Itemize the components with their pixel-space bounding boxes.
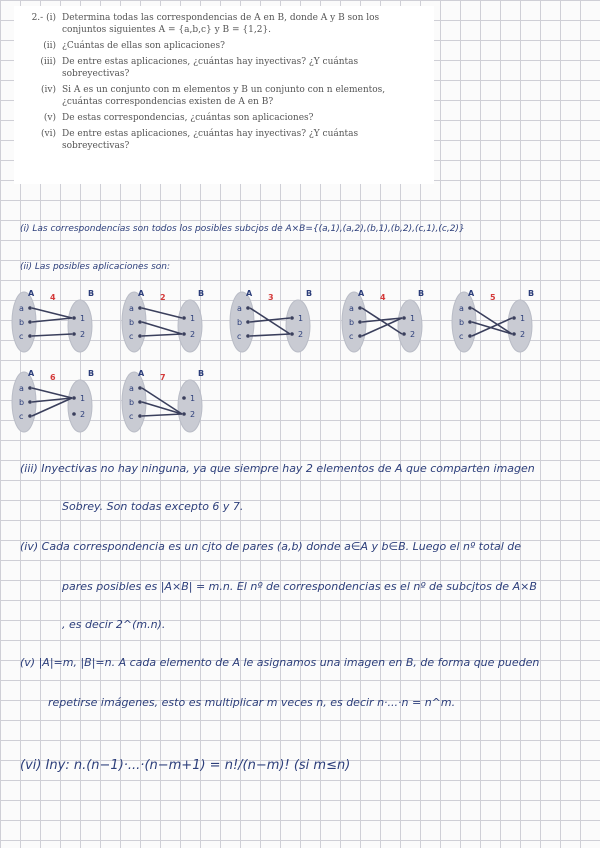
diagram-number: 6 xyxy=(50,373,56,382)
set-a-dot xyxy=(358,320,362,324)
set-b-element: 1 xyxy=(410,314,416,323)
set-a-label: A xyxy=(28,369,35,378)
diagram-number: 7 xyxy=(160,373,166,382)
set-a-label: A xyxy=(28,289,35,298)
mapping-arrow xyxy=(32,388,72,398)
set-a-dot xyxy=(358,334,362,338)
set-a-dot xyxy=(468,320,472,324)
set-a-dot xyxy=(28,386,32,390)
set-b-dot xyxy=(402,332,406,336)
diagram-number: 4 xyxy=(380,293,386,302)
set-b-oval xyxy=(68,300,92,352)
set-a-dot xyxy=(468,306,472,310)
set-b-element: 2 xyxy=(410,330,416,339)
set-a-dot xyxy=(28,400,32,404)
set-b-label: B xyxy=(88,369,95,378)
set-b-element: 1 xyxy=(80,394,86,403)
answer-iv-line-1: (iv) Cada correspondencia es un cjto de pares (a,b) donde a∈A y b∈B. Luego el nº total de xyxy=(20,540,522,553)
set-a-dot xyxy=(138,306,142,310)
problem-item-3 xyxy=(22,56,426,80)
printed-problem-statement xyxy=(14,6,434,184)
set-a-element: c xyxy=(19,412,24,421)
item-text: Si A es un conjunto con m elementos y B un conjunto con n elementos, ¿cuántas correspondencias existen de A en B? xyxy=(62,85,386,107)
answer-i: (i) Las correspondencias son todos los posibles subcjos de A×B={(a,1),(a,2),(b,1),(b,2),(c,1),(c,2)} xyxy=(20,224,465,234)
set-b-dot xyxy=(290,316,294,320)
set-a-label: A xyxy=(246,289,253,298)
set-b-oval xyxy=(398,300,422,352)
set-b-element: 2 xyxy=(80,330,86,339)
mapping-arrow xyxy=(142,402,182,414)
set-b-dot xyxy=(72,332,76,336)
set-a-element: a xyxy=(129,384,134,393)
problem-number: 2.- xyxy=(31,13,44,23)
set-a-dot xyxy=(468,334,472,338)
set-b-dot xyxy=(182,412,186,416)
set-b-dot xyxy=(72,396,76,400)
set-b-dot xyxy=(182,396,186,400)
mapping-arrow xyxy=(142,388,182,414)
set-a-dot xyxy=(138,400,142,404)
item-label: (ii) xyxy=(43,41,56,51)
answer-v-line-2: repetirse imágenes, esto es multiplicar m veces n, es decir n·...·n = n^m. xyxy=(48,696,456,709)
problem-item-4 xyxy=(22,84,426,108)
mapping-arrow xyxy=(142,308,182,318)
mapping-diagram xyxy=(122,289,204,352)
diagram-number: 3 xyxy=(268,293,274,302)
set-b-element: 2 xyxy=(80,410,86,419)
set-b-dot xyxy=(290,332,294,336)
set-b-oval xyxy=(286,300,310,352)
set-a-label: A xyxy=(468,289,475,298)
set-a-element: b xyxy=(19,398,25,407)
item-text: De entre estas aplicaciones, ¿cuántas hay inyectivas? ¿Y cuántas sobreyectivas? xyxy=(62,57,359,79)
answer-ii: (ii) Las posibles aplicaciones son: xyxy=(20,262,171,272)
item-label: (vi) xyxy=(41,129,56,139)
set-a-element: c xyxy=(459,332,464,341)
set-a-element: a xyxy=(349,304,354,313)
set-b-label: B xyxy=(88,289,95,298)
set-a-label: A xyxy=(138,369,145,378)
mapping-arrow xyxy=(32,318,72,322)
set-b-element: 2 xyxy=(190,330,196,339)
problem-item-5 xyxy=(22,112,426,124)
set-a-element: a xyxy=(19,384,24,393)
set-a-dot xyxy=(138,414,142,418)
mapping-arrow xyxy=(472,322,512,334)
mapping-arrow xyxy=(142,334,182,336)
set-a-element: c xyxy=(129,412,134,421)
set-a-element: a xyxy=(129,304,134,313)
mapping-arrow xyxy=(142,322,182,334)
mapping-diagrams xyxy=(0,282,600,442)
mapping-arrow xyxy=(32,308,72,318)
item-label: (iii) xyxy=(40,57,56,67)
mapping-diagram xyxy=(122,369,204,432)
set-a-dot xyxy=(28,414,32,418)
set-a-element: b xyxy=(19,318,25,327)
mapping-diagram xyxy=(452,289,534,352)
set-a-element: c xyxy=(19,332,24,341)
set-a-element: a xyxy=(19,304,24,313)
set-a-label: A xyxy=(358,289,365,298)
item-text: De entre estas aplicaciones, ¿cuántas hay inyectivas? ¿Y cuántas sobreyectivas? xyxy=(62,129,359,151)
set-a-element: a xyxy=(237,304,242,313)
answer-v-line-1: (v) |A|=m, |B|=n. A cada elemento de A le asignamos una imagen en B, de forma que pueden xyxy=(20,656,540,669)
answer-iv-line-3: , es decir 2^(m.n). xyxy=(62,618,166,631)
set-b-element: 1 xyxy=(190,314,196,323)
set-a-element: c xyxy=(237,332,242,341)
mapping-diagram xyxy=(12,289,94,352)
set-a-dot xyxy=(28,306,32,310)
answer-iii-line-1: (iii) Inyectivas no hay ninguna, ya que siempre hay 2 elementos de A que comparten imagen xyxy=(20,462,535,475)
problem-item-2 xyxy=(22,40,426,52)
diagram-number: 4 xyxy=(50,293,56,302)
set-b-dot xyxy=(72,412,76,416)
set-a-label: A xyxy=(138,289,145,298)
set-a-dot xyxy=(138,386,142,390)
set-b-dot xyxy=(512,332,516,336)
set-a-element: b xyxy=(349,318,355,327)
set-b-oval xyxy=(178,300,202,352)
set-a-dot xyxy=(246,306,250,310)
set-b-dot xyxy=(72,316,76,320)
problem-item-6 xyxy=(22,128,426,152)
set-b-label: B xyxy=(306,289,313,298)
set-b-label: B xyxy=(418,289,425,298)
set-b-element: 1 xyxy=(520,314,526,323)
set-b-element: 2 xyxy=(190,410,196,419)
answer-iv-line-2: pares posibles es |A×B| = m.n. El nº de correspondencias es el nº de subcjtos de A×B xyxy=(62,580,537,593)
set-b-oval xyxy=(508,300,532,352)
item-text: Determina todas las correspondencias de A en B, donde A y B son los conjuntos siguientes A = {a,b,c} y B = {1,2}. xyxy=(62,13,380,35)
set-b-dot xyxy=(512,316,516,320)
item-label: (iv) xyxy=(41,85,56,95)
diagram-number: 2 xyxy=(160,293,166,302)
mapping-arrow xyxy=(250,334,290,336)
mapping-diagram xyxy=(342,289,424,352)
set-b-label: B xyxy=(198,369,205,378)
answer-vi: (vi) Iny: n.(n−1)·...·(n−m+1) = n!/(n−m)! (si m≤n) xyxy=(20,758,351,773)
set-b-element: 2 xyxy=(520,330,526,339)
problem-item-1 xyxy=(22,12,426,36)
set-b-label: B xyxy=(528,289,535,298)
item-label: (i) xyxy=(46,13,56,23)
item-label: (v) xyxy=(43,113,56,123)
answer-iii-line-2: Sobrey. Son todas excepto 6 y 7. xyxy=(62,500,244,513)
set-b-oval xyxy=(68,380,92,432)
set-a-dot xyxy=(358,306,362,310)
set-a-element: b xyxy=(129,318,135,327)
set-a-dot xyxy=(138,320,142,324)
set-b-dot xyxy=(182,332,186,336)
set-b-element: 2 xyxy=(298,330,304,339)
set-b-dot xyxy=(182,316,186,320)
set-b-oval xyxy=(178,380,202,432)
item-text: De estas correspondencias, ¿cuántas son aplicaciones? xyxy=(62,113,314,123)
diagram-number: 5 xyxy=(490,293,496,302)
set-b-element: 1 xyxy=(80,314,86,323)
set-a-element: a xyxy=(459,304,464,313)
set-b-element: 1 xyxy=(190,394,196,403)
set-b-dot xyxy=(402,316,406,320)
set-a-dot xyxy=(28,334,32,338)
set-a-dot xyxy=(246,320,250,324)
set-a-dot xyxy=(28,320,32,324)
set-a-dot xyxy=(138,334,142,338)
mapping-arrow xyxy=(32,334,72,336)
set-a-element: b xyxy=(459,318,465,327)
item-text: ¿Cuántas de ellas son aplicaciones? xyxy=(62,41,225,51)
set-a-element: c xyxy=(129,332,134,341)
set-a-dot xyxy=(246,334,250,338)
set-b-label: B xyxy=(198,289,205,298)
set-a-element: b xyxy=(129,398,135,407)
mapping-diagram xyxy=(230,289,312,352)
mapping-arrow xyxy=(142,414,182,416)
set-a-element: c xyxy=(349,332,354,341)
set-b-element: 1 xyxy=(298,314,304,323)
set-a-element: b xyxy=(237,318,243,327)
mapping-diagram xyxy=(12,369,94,432)
